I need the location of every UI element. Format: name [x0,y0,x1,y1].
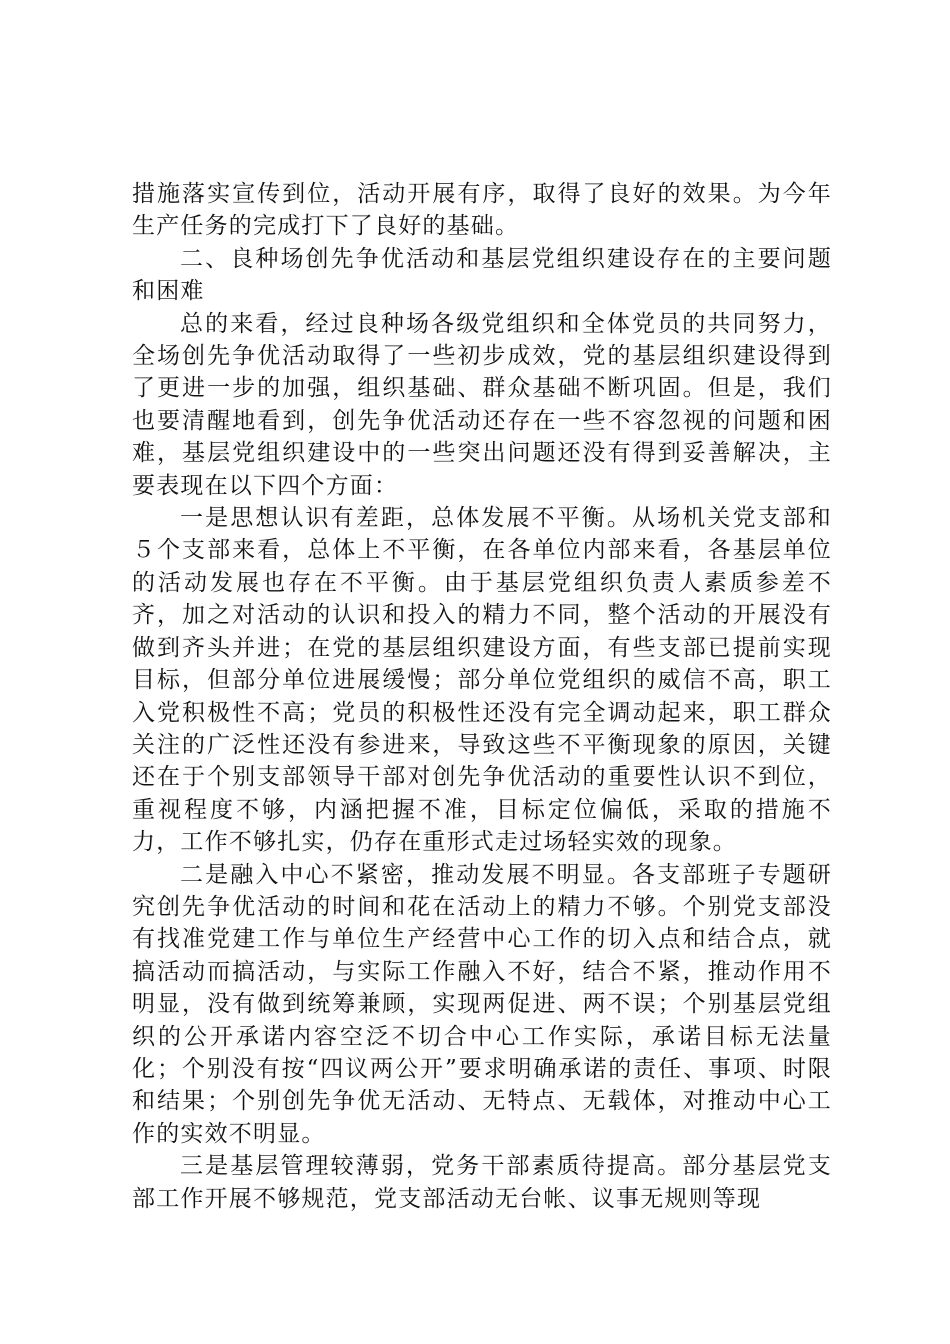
paragraph-continuation: 措施落实宣传到位，活动开展有序，取得了良好的效果。为今年生产任务的完成打下了良好的基础。 [132,181,832,240]
document-body [132,178,832,1215]
paragraph-issue-three: 三是基层管理较薄弱，党务干部素质待提高。部分基层党支部工作开展不够规范，党支部活动无台帐、议事无规则等现 [132,1153,832,1212]
paragraph-issue-one: 一是思想认识有差距，总体发展不平衡。从场机关党支部和５个支部来看，总体上不平衡，在各单位内部来看，各基层单位的活动发展也存在不平衡。由于基层党组织负责人素质参差不齐，加之对活动的认识和投入的精力不同，整个活动的开展没有做到齐头并进；在党的基层组织建设方面，有些支部已提前实现目标，但部分单位进展缓慢；部分单位党组织的威信不高，职工入党积极性不高；党员的积极性还没有完全调动起来，职工群众关注的广泛性还没有参进来，导致这些不平衡现象的原因，关键还在于个别支部领导干部对创先争优活动的重要性认识不到位，重视程度不够，内涵把握不准，目标定位偏低，采取的措施不力，工作不够扎实，仍存在重形式走过场轻实效的现象。 [132,505,832,856]
paragraph-issue-two: 二是融入中心不紧密，推动发展不明显。各支部班子专题研究创先争优活动的时间和花在活动上的精力不够。个别党支部没有找准党建工作与单位生产经营中心工作的切入点和结合点，就搞活动而搞活动，与实际工作融入不好，结合不紧，推动作用不明显，没有做到统筹兼顾，实现两促进、两不误；个别基层党组织的公开承诺内容空泛不切合中心工作实际，承诺目标无法量化；个别没有按“四议两公开”要求明确承诺的责任、事项、时限和结果；个别创先争优无活动、无特点、无载体，对推动中心工作的实效不明显。 [132,861,832,1147]
section-heading: 二、良种场创先争优活动和基层党组织建设存在的主要问题和困难 [132,245,832,305]
paragraph-overview: 总的来看，经过良种场各级党组织和全体党员的共同努力，全场创先争优活动取得了一些初步成效，党的基层组织建设得到了更进一步的加强，组织基础、群众基础不断巩固。但是，我们也要清醒地看到，创先争优活动还存在一些不容忽视的问题和困难，基层党组织建设中的一些突出问题还没有得到妥善解决，主要表现在以下四个方面： [132,310,832,499]
